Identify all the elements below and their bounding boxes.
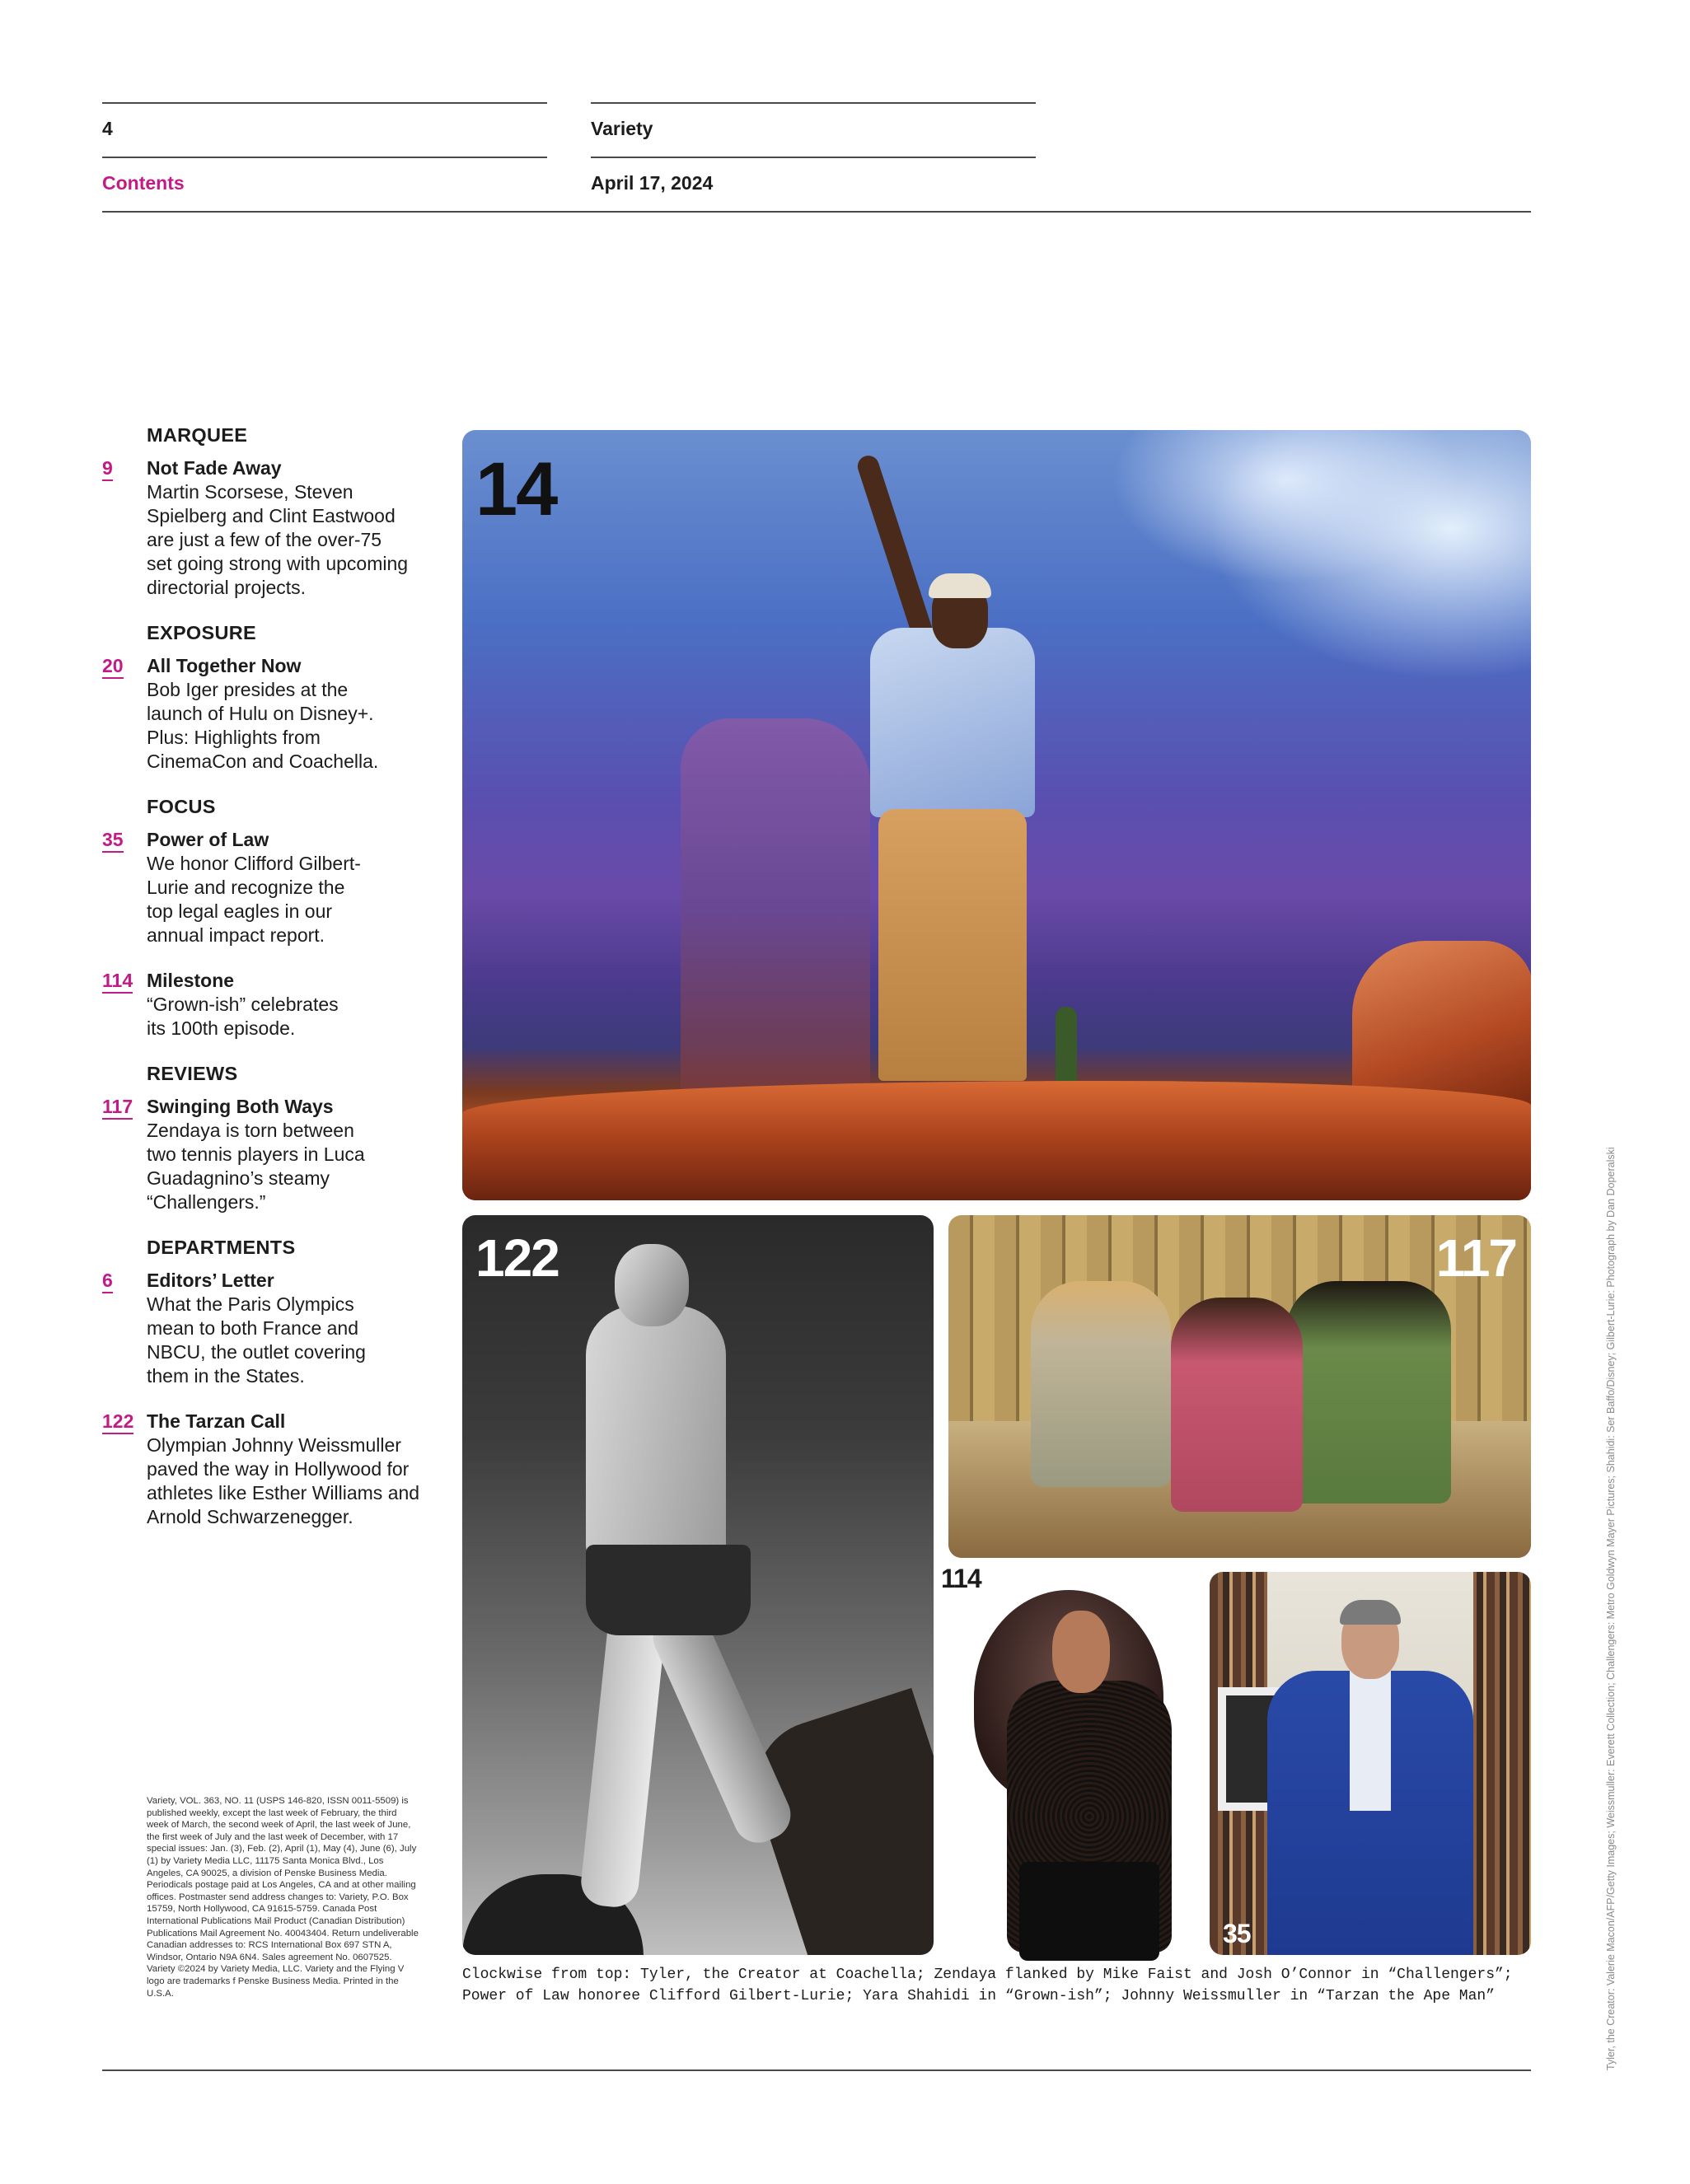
caption-line-2: Power of Law honoree Clifford Gilbert-Lurie; Yara Shahidi in “Grown-ish”; Johnny Weissmuller in “Tarzan the Ape Man” (462, 1988, 1496, 2004)
entry-title: Not Fade Away (147, 457, 282, 479)
section-label: MARQUEE (147, 424, 248, 446)
rock-ground (462, 1081, 1531, 1200)
page-link[interactable]: 114 (102, 969, 147, 1041)
entry-description: “Grown-ish” celebrates its 100th episode. (147, 994, 339, 1039)
section-label: EXPOSURE (147, 622, 256, 643)
section-title: Contents (102, 172, 185, 194)
entry-description: What the Paris Olympics mean to both France and NBCU, the outlet covering them in the States. (147, 1293, 366, 1387)
photo-grownish[interactable] (941, 1565, 1196, 1961)
toc-section-reviews (102, 1062, 432, 1214)
toc-section-departments (102, 1236, 432, 1529)
entry-title: The Tarzan Call (147, 1410, 286, 1432)
header-rule-mid-left (102, 157, 547, 158)
face (1052, 1611, 1110, 1693)
toc-section-exposure (102, 621, 432, 774)
person (1031, 1281, 1171, 1487)
entry-description: Olympian Johnny Weissmuller paved the way in Hollywood for athletes like Esther Williams and Arnold Schwarzenegger. (147, 1434, 420, 1527)
issue-date: April 17, 2024 (591, 172, 714, 194)
publication-name: Variety (591, 118, 653, 139)
toc-entry-all-together-now[interactable] (102, 654, 432, 774)
header-rule-top-right (591, 102, 1036, 104)
publication-fineprint: Variety, VOL. 363, NO. 11 (USPS 146-820, ISSN 0011-5509) is published weekly, except the last week of February, the third week of March, the second week of April, the last week of June, the first week of July and the last week of December, with 17 special issues: Jan. (3), Feb. (2), April (1), May (4), June (6), July (1) by Variety Media LLC, 11175 Santa Monica Blvd., Los Angeles, CA 90025, a division of Penske Business Media. Periodicals postage paid at Los Angeles, CA and at other mailing offices. Postmaster send address changes to: Variety, P.O. Box 15759, North Hollywood, CA 91615-5759. Canada Post International Publications Mail Product (Canadian Distribution) Publications Mail Agreement No. 40043404. Return undeliverable Canadian addresses to: RCS International Box 697 STN A, Windsor, Ontario N9A 6N4. Sales agreement No. 0607525. Variety ©2024 by Variety Media, LLC. Variety and the Flying V logo are trademarks f Penske Business Media. Printed in the U.S.A. (147, 1796, 419, 1999)
rock-formation (681, 718, 870, 1097)
entry-title: Editors’ Letter (147, 1270, 274, 1291)
page-link[interactable]: 117 (102, 1095, 147, 1214)
toc-entry-not-fade-away[interactable] (102, 456, 432, 600)
header-rule-bottom (102, 211, 1531, 213)
photo-caption (462, 1964, 1533, 2007)
photo-power-of-law[interactable] (1210, 1572, 1531, 1955)
toc-entry-power-of-law[interactable] (102, 828, 432, 947)
caption-line-1: Clockwise from top: Tyler, the Creator at Coachella; Zendaya flanked by Mike Faist and Josh O’Connor in “Challengers”; (462, 1967, 1513, 1983)
entry-title: Swinging Both Ways (147, 1096, 334, 1117)
photo-page-number: 14 (475, 447, 557, 531)
entry-title: All Together Now (147, 655, 302, 676)
entry-description: Martin Scorsese, Steven Spielberg and Clint Eastwood are just a few of the over-75 set going strong with upcoming directorial projects. (147, 481, 409, 598)
toc-entry-editors-letter[interactable] (102, 1269, 432, 1388)
photo-page-number: 35 (1223, 1919, 1251, 1948)
entry-description: Zendaya is torn between two tennis players in Luca Guadagnino’s steamy “Challengers.” (147, 1120, 365, 1213)
toc-section-marquee (102, 423, 432, 600)
entry-title: Power of Law (147, 829, 269, 850)
header-rule-mid-right (591, 157, 1036, 158)
person (1286, 1281, 1451, 1504)
performer-figure (858, 562, 1064, 1089)
toc-entry-milestone[interactable] (102, 969, 432, 1041)
toc-section-focus (102, 795, 432, 1041)
page-link[interactable]: 6 (102, 1269, 147, 1388)
toc-entry-tarzan-call[interactable] (102, 1410, 432, 1529)
header-rule-top-left (102, 102, 547, 104)
page-link[interactable]: 35 (102, 828, 147, 947)
toc-entry-swinging-both-ways[interactable] (102, 1095, 432, 1214)
person (1171, 1298, 1303, 1512)
photo-page-number: 114 (941, 1564, 981, 1593)
section-label: DEPARTMENTS (147, 1237, 296, 1258)
section-label: FOCUS (147, 796, 216, 817)
entry-description: Bob Iger presides at the launch of Hulu on Disney+. Plus: Highlights from CinemaCon and Coachella. (147, 679, 379, 772)
rock-formation (1352, 941, 1531, 1106)
page-link[interactable]: 20 (102, 654, 147, 774)
page-number: 4 (102, 118, 113, 139)
photo-tarzan[interactable] (462, 1215, 934, 1955)
section-label: REVIEWS (147, 1063, 238, 1084)
page-link[interactable]: 122 (102, 1410, 147, 1529)
photo-credits: Tyler, the Creator: Valerie Macon/AFP/Getty Images; Weissmuller: Everett Collection; Challengers: Metro Goldwyn Mayer Pictures; Shahidi: Ser Baffo/Disney; Gilbert-Lurie: Photograph by Dan Doperalski (1605, 1147, 1617, 2070)
figure-torso (586, 1306, 726, 1569)
entry-description: We honor Clifford Gilbert-Lurie and recognize the top legal eagles in our annual impact report. (147, 853, 361, 946)
photo-coachella[interactable] (462, 430, 1531, 1200)
footer-rule (102, 2069, 1531, 2071)
photo-page-number: 122 (475, 1228, 559, 1288)
photo-page-number: 117 (1435, 1228, 1516, 1288)
page-link[interactable]: 9 (102, 456, 147, 600)
table-of-contents (102, 423, 432, 1550)
photo-challengers[interactable] (948, 1215, 1531, 1558)
entry-title: Milestone (147, 970, 235, 991)
